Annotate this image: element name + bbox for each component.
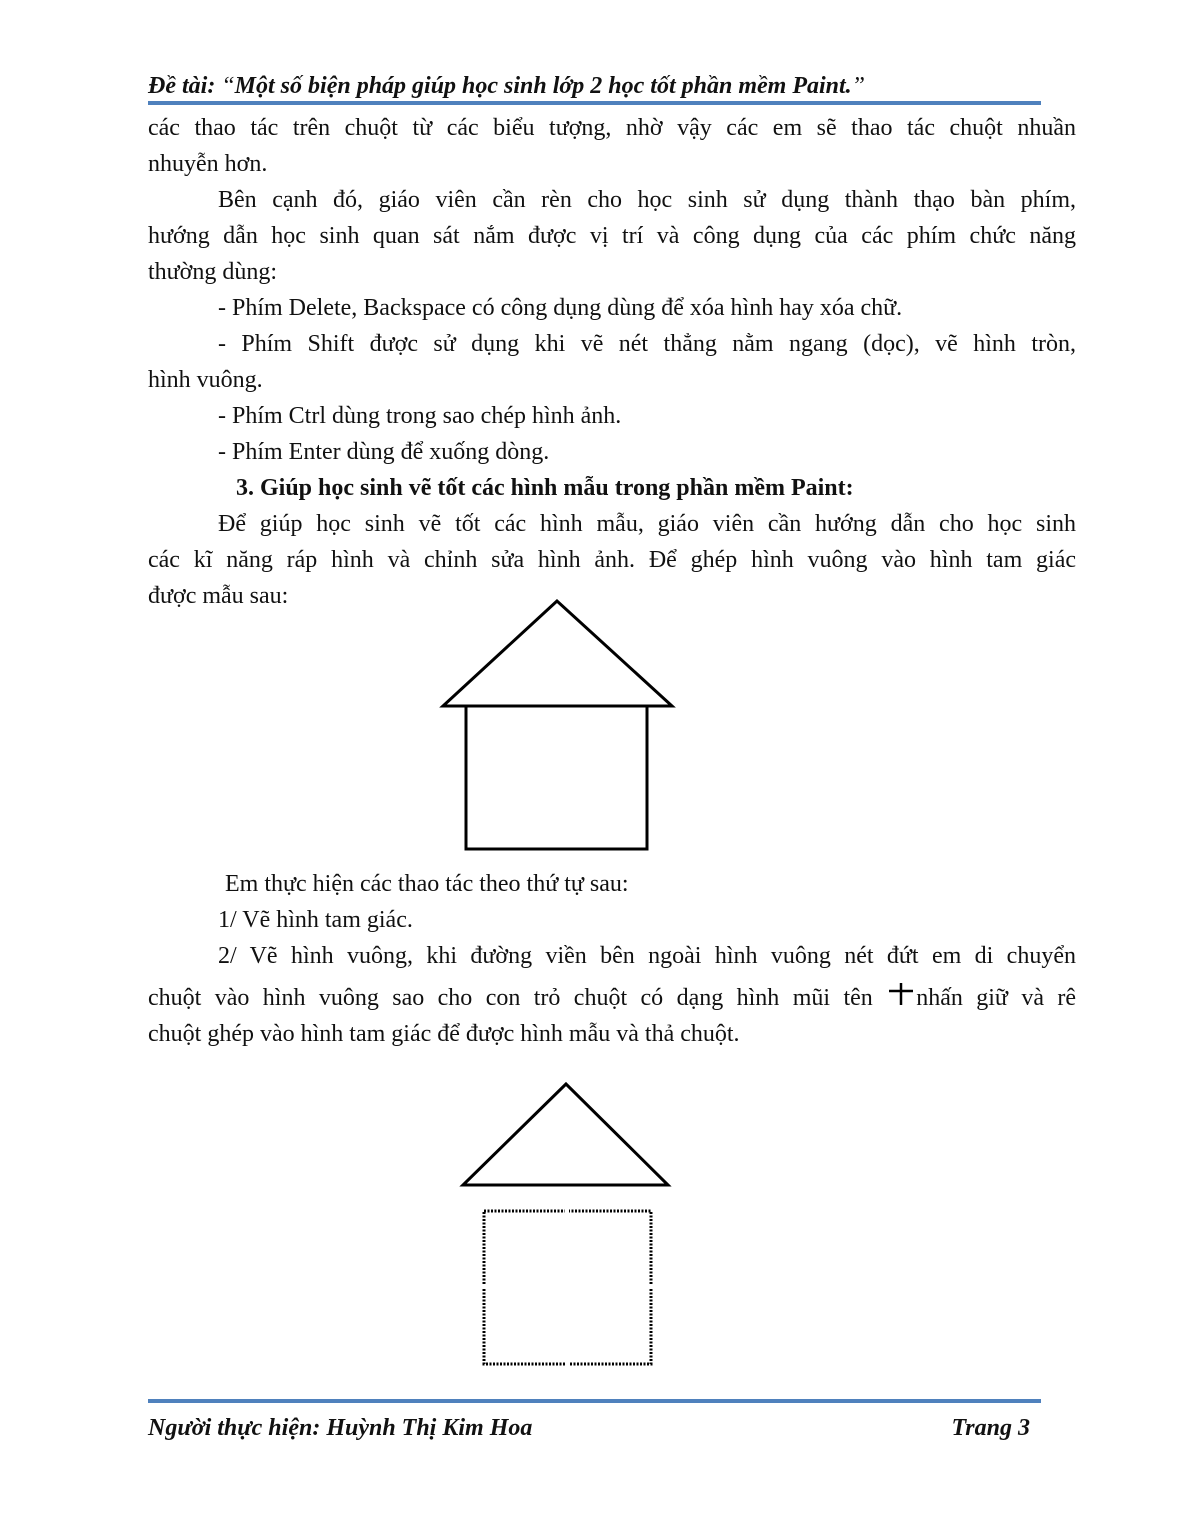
step-2: 2/ Vẽ hình vuông, khi đường viền bên ngoài hình vuông nét đứt em di chuyển (218, 943, 1076, 969)
key-ctrl-item: - Phím Ctrl dùng trong sao chép hình ảnh. (218, 403, 622, 429)
step-2-text-a: chuột vào hình vuông sao cho con trỏ chuột có dạng hình mũi tên (148, 985, 873, 1011)
page-header-title (148, 70, 1040, 102)
roof-triangle (463, 1084, 668, 1185)
house-figure-assembled (438, 596, 678, 856)
body-line: nhuyễn hơn. (148, 151, 268, 177)
header-divider (148, 101, 1041, 105)
body-line: các kĩ năng ráp hình và chỉnh sửa hình ảnh. Để ghép hình vuông vào hình tam giác (148, 547, 1076, 573)
body-line: Để giúp học sinh vẽ tốt các hình mẫu, giáo viên cần hướng dẫn cho học sinh (218, 511, 1076, 537)
key-enter-item: - Phím Enter dùng để xuống dòng. (218, 439, 550, 465)
dashed-selection-square (484, 1211, 651, 1364)
key-delete-item: - Phím Delete, Backspace có công dụng dùng để xóa hình hay xóa chữ. (218, 295, 903, 321)
header-close-quote: ” (851, 73, 866, 99)
key-shift-item-cont: hình vuông. (148, 367, 263, 393)
body-line: được mẫu sau: (148, 583, 289, 609)
roof-triangle (443, 601, 672, 706)
body-line: Bên cạnh đó, giáo viên cần rèn cho học sinh sử dụng thành thạo bàn phím, (218, 187, 1076, 213)
step-2-cont: chuột ghép vào hình tam giác để được hình mẫu và thả chuột. (148, 1021, 740, 1047)
footer-divider (148, 1399, 1041, 1403)
step-2-text-b: nhấn giữ và rê (916, 985, 1077, 1011)
house-square (466, 706, 647, 849)
page-number: Trang 3 (951, 1415, 1030, 1441)
section-heading: 3. Giúp học sinh vẽ tốt các hình mẫu trong phần mềm Paint: (236, 475, 854, 501)
body-line: hướng dẫn học sinh quan sát nắm được vị trí và công dụng của các phím chức năng (148, 223, 1076, 249)
header-open-quote: “ (215, 73, 235, 99)
body-line: các thao tác trên chuột từ các biểu tượng, nhờ vậy các em sẽ thao tác chuột nhuần (148, 115, 1076, 141)
house-figure-separated (458, 1080, 678, 1372)
body-line: thường dùng: (148, 259, 278, 285)
header-topic: Một số biện pháp giúp học sinh lớp 2 học tốt phần mềm Paint. (234, 73, 852, 99)
key-shift-item: - Phím Shift được sử dụng khi vẽ nét thẳng nằm ngang (dọc), vẽ hình tròn, (218, 331, 1076, 357)
header-label: Đề tài: (148, 73, 216, 99)
move-cursor-icon (886, 981, 916, 1007)
steps-intro: Em thực hiện các thao tác theo thứ tự sau: (225, 871, 629, 897)
step-2-cont (148, 980, 1076, 1016)
footer-author: Người thực hiện: Huỳnh Thị Kim Hoa (148, 1415, 533, 1441)
step-1: 1/ Vẽ hình tam giác. (218, 907, 413, 933)
